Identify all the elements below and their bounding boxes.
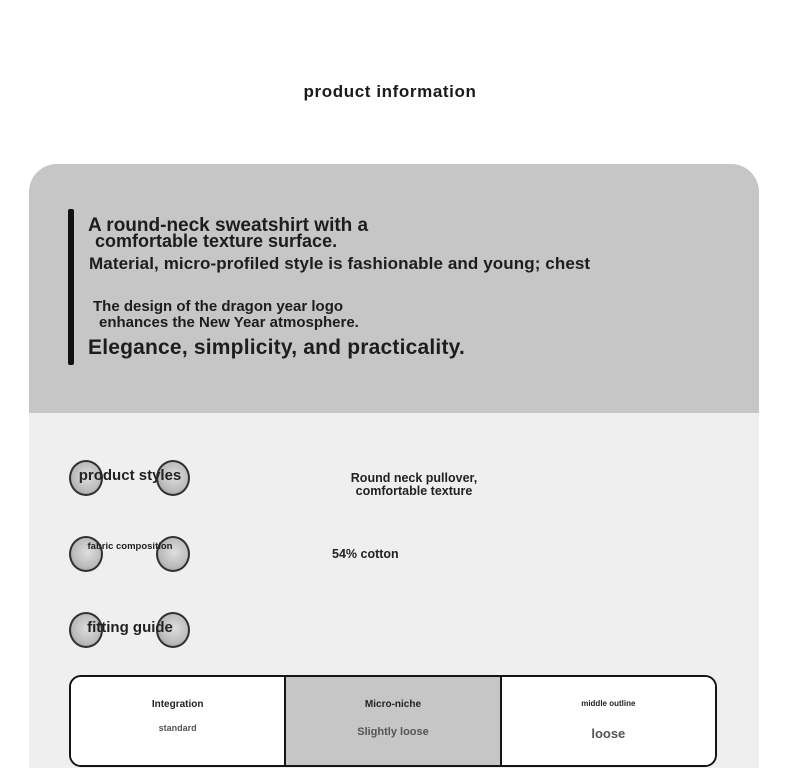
- fit-option-name: Micro-niche: [364, 699, 422, 710]
- spec-row-fabric-composition: [29, 534, 759, 578]
- product-info-card: [29, 164, 759, 768]
- spec-value-fabric-composition: 54% cotton: [332, 547, 399, 561]
- spec-row-fitting-guide: [29, 610, 759, 654]
- spec-label-fabric-composition: fabric composition: [87, 541, 173, 552]
- description-line-3: Material, micro-profiled style is fashionable and young; chest: [89, 254, 591, 273]
- description-line-2: comfortable texture surface.: [95, 231, 338, 251]
- fit-scale: [69, 675, 717, 767]
- spec-value-product-styles: [329, 472, 499, 497]
- fit-option-name: middle outline: [581, 699, 636, 708]
- fit-option-level: standard: [158, 723, 197, 733]
- description-tagline: Elegance, simplicity, and practicality.: [88, 336, 465, 359]
- page-title-text: product information: [303, 82, 477, 101]
- page-title: [0, 80, 780, 104]
- fit-option-integration: [71, 677, 286, 765]
- spec-row-product-styles: [29, 458, 759, 502]
- fit-option-middle-outline: [502, 677, 715, 765]
- fit-option-name: Integration: [151, 699, 204, 710]
- description-line-5: enhances the New Year atmosphere.: [99, 314, 359, 331]
- description-line-4: The design of the dragon year logo: [93, 298, 344, 315]
- spec-label-product-styles: product styles: [78, 467, 182, 484]
- fit-option-micro-niche: [286, 677, 501, 765]
- fit-option-level: loose: [591, 726, 626, 741]
- spec-label-fitting-guide: fitting guide: [87, 619, 173, 636]
- spec-value-line-2: comfortable texture: [355, 483, 473, 498]
- spec-value-line-1: Round neck pullover,: [350, 471, 478, 485]
- description-line-1: A round-neck sweatshirt with a: [88, 215, 369, 236]
- description-panel: [29, 164, 759, 413]
- accent-bar: [68, 209, 74, 365]
- fit-option-level: Slightly loose: [357, 726, 429, 738]
